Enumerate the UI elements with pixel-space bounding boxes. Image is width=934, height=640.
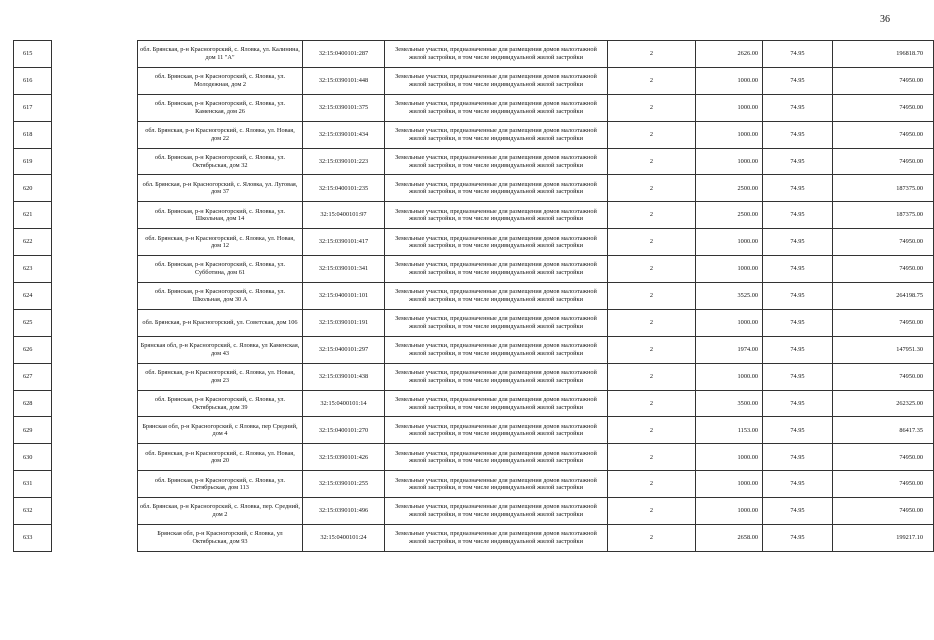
- address-cell: обл. Брянская, р-н Красногорский, с. Яловка, пер. Средний, дом 2: [138, 498, 303, 525]
- blank-cell: [52, 229, 138, 256]
- land-use-cell: Земельные участки, предназначенные для размещения домов малоэтажной жилой застройки, в том числе индивидуальной жилой застройки: [385, 417, 608, 444]
- blank-cell: [52, 309, 138, 336]
- cadastral-value-cell: 74950.00: [833, 94, 934, 121]
- cadastral-number-cell: 32:15:0390101:375: [303, 94, 385, 121]
- category-cell: 2: [608, 121, 696, 148]
- address-cell: обл. Брянская, р-н Красногорский, с. Яловка, ул. Октябрьская, дом 32: [138, 148, 303, 175]
- area-cell: 1000.00: [696, 444, 763, 471]
- blank-cell: [52, 41, 138, 68]
- address-cell: обл. Брянская, р-н Красногорский, ул. Советская, дом 106: [138, 309, 303, 336]
- address-cell: обл. Брянская, р-н Красногорский, с. Яловка, ул. Октябрьская, дом 113: [138, 471, 303, 498]
- address-cell: обл. Брянская, р-н Красногорский, с. Яловка, ул. Луговая, дом 37: [138, 175, 303, 202]
- area-cell: 2500.00: [696, 202, 763, 229]
- cadastral-value-cell: 86417.35: [833, 417, 934, 444]
- blank-cell: [52, 336, 138, 363]
- blank-cell: [52, 94, 138, 121]
- cadastral-number-cell: 32:15:0390101:438: [303, 363, 385, 390]
- land-use-cell: Земельные участки, предназначенные для размещения домов малоэтажной жилой застройки, в том числе индивидуальной жилой застройки: [385, 390, 608, 417]
- land-use-cell: Земельные участки, предназначенные для размещения домов малоэтажной жилой застройки, в том числе индивидуальной жилой застройки: [385, 363, 608, 390]
- category-cell: 2: [608, 283, 696, 310]
- cadastral-value-cell: 74950.00: [833, 148, 934, 175]
- category-cell: 2: [608, 229, 696, 256]
- cadastral-number-cell: 32:15:0390101:255: [303, 471, 385, 498]
- land-use-cell: Земельные участки, предназначенные для размещения домов малоэтажной жилой застройки, в том числе индивидуальной жилой застройки: [385, 175, 608, 202]
- address-cell: Брянская обл, р-н Красногорский, с Яловка, ул Октябрьская, дом 93: [138, 525, 303, 552]
- row-number-cell: 623: [14, 256, 52, 283]
- cadastral-number-cell: 32:15:0390101:341: [303, 256, 385, 283]
- cadastral-value-cell: 74950.00: [833, 471, 934, 498]
- category-cell: 2: [608, 417, 696, 444]
- cadastral-number-cell: 32:15:0390101:191: [303, 309, 385, 336]
- row-number-cell: 630: [14, 444, 52, 471]
- blank-cell: [52, 525, 138, 552]
- cadastral-number-cell: 32:15:0400101:287: [303, 41, 385, 68]
- address-cell: обл. Брянская, р-н Красногорский, с. Яловка, ул. Новая, дом 22: [138, 121, 303, 148]
- rate-cell: 74.95: [763, 525, 833, 552]
- row-number-cell: 627: [14, 363, 52, 390]
- area-cell: 1000.00: [696, 498, 763, 525]
- area-cell: 2626.00: [696, 41, 763, 68]
- category-cell: 2: [608, 444, 696, 471]
- blank-cell: [52, 417, 138, 444]
- address-cell: обл. Брянская, р-н Красногорский, с. Яловка, ул. Калинина, дом 11 "А": [138, 41, 303, 68]
- table-row: [14, 498, 934, 525]
- address-cell: обл. Брянская, р-н Красногорский, с. Яловка, ул. Новая, дом 23: [138, 363, 303, 390]
- row-number-cell: 631: [14, 471, 52, 498]
- rate-cell: 74.95: [763, 229, 833, 256]
- rate-cell: 74.95: [763, 444, 833, 471]
- category-cell: 2: [608, 202, 696, 229]
- land-use-cell: Земельные участки, предназначенные для размещения домов малоэтажной жилой застройки, в том числе индивидуальной жилой застройки: [385, 121, 608, 148]
- rate-cell: 74.95: [763, 121, 833, 148]
- blank-cell: [52, 283, 138, 310]
- category-cell: 2: [608, 525, 696, 552]
- cadastral-number-cell: 32:15:0390101:448: [303, 67, 385, 94]
- cadastral-number-cell: 32:15:0390101:496: [303, 498, 385, 525]
- table-row: [14, 202, 934, 229]
- rate-cell: 74.95: [763, 41, 833, 68]
- row-number-cell: 615: [14, 41, 52, 68]
- table-row: [14, 309, 934, 336]
- cadastral-value-cell: 147951.30: [833, 336, 934, 363]
- blank-cell: [52, 471, 138, 498]
- cadastral-value-cell: 264198.75: [833, 283, 934, 310]
- cadastral-number-cell: 32:15:0400101:235: [303, 175, 385, 202]
- blank-cell: [52, 444, 138, 471]
- table-row: [14, 94, 934, 121]
- page-number: 36: [880, 14, 890, 25]
- row-number-cell: 629: [14, 417, 52, 444]
- area-cell: 1000.00: [696, 67, 763, 94]
- address-cell: Брянская обл, р-н Красногорский, с Яловка, пер Средний, дом 4: [138, 417, 303, 444]
- cadastral-value-cell: 74950.00: [833, 256, 934, 283]
- cadastral-value-cell: 262325.00: [833, 390, 934, 417]
- table-row: [14, 363, 934, 390]
- address-cell: обл. Брянская, р-н Красногорский, с. Яловка, ул. Октябрьская, дом 39: [138, 390, 303, 417]
- category-cell: 2: [608, 256, 696, 283]
- land-use-cell: Земельные участки, предназначенные для размещения домов малоэтажной жилой застройки, в том числе индивидуальной жилой застройки: [385, 471, 608, 498]
- category-cell: 2: [608, 363, 696, 390]
- area-cell: 1000.00: [696, 309, 763, 336]
- rate-cell: 74.95: [763, 283, 833, 310]
- rate-cell: 74.95: [763, 67, 833, 94]
- rate-cell: 74.95: [763, 175, 833, 202]
- blank-cell: [52, 148, 138, 175]
- land-use-cell: Земельные участки, предназначенные для размещения домов малоэтажной жилой застройки, в том числе индивидуальной жилой застройки: [385, 498, 608, 525]
- cadastral-number-cell: 32:15:0400101:270: [303, 417, 385, 444]
- table-row: [14, 390, 934, 417]
- category-cell: 2: [608, 67, 696, 94]
- rate-cell: 74.95: [763, 309, 833, 336]
- category-cell: 2: [608, 336, 696, 363]
- blank-cell: [52, 67, 138, 94]
- cadastral-number-cell: 32:15:0400101:97: [303, 202, 385, 229]
- category-cell: 2: [608, 390, 696, 417]
- area-cell: 3500.00: [696, 390, 763, 417]
- row-number-cell: 622: [14, 229, 52, 256]
- area-cell: 1000.00: [696, 94, 763, 121]
- table-row: [14, 417, 934, 444]
- address-cell: обл. Брянская, р-н Красногорский, с. Яловка, ул. Школьная, дом 14: [138, 202, 303, 229]
- table-row: [14, 256, 934, 283]
- rate-cell: 74.95: [763, 471, 833, 498]
- land-use-cell: Земельные участки, предназначенные для размещения домов малоэтажной жилой застройки, в том числе индивидуальной жилой застройки: [385, 283, 608, 310]
- rate-cell: 74.95: [763, 94, 833, 121]
- table-row: [14, 229, 934, 256]
- row-number-cell: 625: [14, 309, 52, 336]
- cadastral-value-cell: 199217.10: [833, 525, 934, 552]
- land-use-cell: Земельные участки, предназначенные для размещения домов малоэтажной жилой застройки, в том числе индивидуальной жилой застройки: [385, 41, 608, 68]
- rate-cell: 74.95: [763, 363, 833, 390]
- land-use-cell: Земельные участки, предназначенные для размещения домов малоэтажной жилой застройки, в том числе индивидуальной жилой застройки: [385, 309, 608, 336]
- address-cell: обл. Брянская, р-н Красногорский, с. Яловка, ул. Каменская, дом 26: [138, 94, 303, 121]
- row-number-cell: 624: [14, 283, 52, 310]
- area-cell: 2658.00: [696, 525, 763, 552]
- cadastral-value-cell: 74950.00: [833, 498, 934, 525]
- land-use-cell: Земельные участки, предназначенные для размещения домов малоэтажной жилой застройки, в том числе индивидуальной жилой застройки: [385, 229, 608, 256]
- rate-cell: 74.95: [763, 390, 833, 417]
- cadastral-value-cell: 74950.00: [833, 363, 934, 390]
- category-cell: 2: [608, 471, 696, 498]
- blank-cell: [52, 390, 138, 417]
- cadastral-number-cell: 32:15:0400101:24: [303, 525, 385, 552]
- table-row: [14, 336, 934, 363]
- blank-cell: [52, 202, 138, 229]
- area-cell: 2500.00: [696, 175, 763, 202]
- table-row: [14, 283, 934, 310]
- area-cell: 1153.00: [696, 417, 763, 444]
- row-number-cell: 628: [14, 390, 52, 417]
- area-cell: 1000.00: [696, 121, 763, 148]
- row-number-cell: 633: [14, 525, 52, 552]
- address-cell: обл. Брянская, р-н Красногорский, с. Яловка, ул. Молодежная, дом 2: [138, 67, 303, 94]
- table-row: [14, 175, 934, 202]
- table-row: [14, 67, 934, 94]
- row-number-cell: 619: [14, 148, 52, 175]
- cadastral-value-cell: 74950.00: [833, 444, 934, 471]
- category-cell: 2: [608, 175, 696, 202]
- land-use-cell: Земельные участки, предназначенные для размещения домов малоэтажной жилой застройки, в том числе индивидуальной жилой застройки: [385, 94, 608, 121]
- table-row: [14, 444, 934, 471]
- row-number-cell: 620: [14, 175, 52, 202]
- cadastral-value-cell: 74950.00: [833, 229, 934, 256]
- blank-cell: [52, 121, 138, 148]
- category-cell: 2: [608, 41, 696, 68]
- table-row: [14, 148, 934, 175]
- cadastral-value-cell: 196818.70: [833, 41, 934, 68]
- rate-cell: 74.95: [763, 202, 833, 229]
- land-use-cell: Земельные участки, предназначенные для размещения домов малоэтажной жилой застройки, в том числе индивидуальной жилой застройки: [385, 148, 608, 175]
- cadastral-number-cell: 32:15:0400101:101: [303, 283, 385, 310]
- row-number-cell: 616: [14, 67, 52, 94]
- blank-cell: [52, 498, 138, 525]
- rate-cell: 74.95: [763, 256, 833, 283]
- row-number-cell: 618: [14, 121, 52, 148]
- table-row: [14, 121, 934, 148]
- land-registry-table: [13, 40, 934, 552]
- blank-cell: [52, 256, 138, 283]
- category-cell: 2: [608, 148, 696, 175]
- area-cell: 1000.00: [696, 363, 763, 390]
- category-cell: 2: [608, 94, 696, 121]
- cadastral-number-cell: 32:15:0400101:14: [303, 390, 385, 417]
- area-cell: 1000.00: [696, 148, 763, 175]
- address-cell: обл. Брянская, р-н Красногорский, с. Яловка, ул. Новая, дом 20: [138, 444, 303, 471]
- table-row: [14, 471, 934, 498]
- cadastral-number-cell: 32:15:0390101:426: [303, 444, 385, 471]
- cadastral-number-cell: 32:15:0390101:223: [303, 148, 385, 175]
- cadastral-number-cell: 32:15:0390101:434: [303, 121, 385, 148]
- cadastral-value-cell: 187375.00: [833, 202, 934, 229]
- land-use-cell: Земельные участки, предназначенные для размещения домов малоэтажной жилой застройки, в том числе индивидуальной жилой застройки: [385, 444, 608, 471]
- blank-cell: [52, 175, 138, 202]
- table-row: [14, 41, 934, 68]
- area-cell: 3525.00: [696, 283, 763, 310]
- area-cell: 1000.00: [696, 229, 763, 256]
- cadastral-number-cell: 32:15:0390101:417: [303, 229, 385, 256]
- address-cell: обл. Брянская, р-н Красногорский, с. Яловка, ул. Школьная, дом 30 А: [138, 283, 303, 310]
- area-cell: 1000.00: [696, 256, 763, 283]
- blank-cell: [52, 363, 138, 390]
- cadastral-value-cell: 74950.00: [833, 121, 934, 148]
- cadastral-value-cell: 74950.00: [833, 67, 934, 94]
- area-cell: 1974.00: [696, 336, 763, 363]
- area-cell: 1000.00: [696, 471, 763, 498]
- land-use-cell: Земельные участки, предназначенные для размещения домов малоэтажной жилой застройки, в том числе индивидуальной жилой застройки: [385, 202, 608, 229]
- category-cell: 2: [608, 309, 696, 336]
- address-cell: Брянская обл, р-н Красногорский, с. Яловка, ул Каменская, дом 43: [138, 336, 303, 363]
- address-cell: обл. Брянская, р-н Красногорский, с. Яловка, ул. Субботина, дом 61: [138, 256, 303, 283]
- cadastral-value-cell: 74950.00: [833, 309, 934, 336]
- row-number-cell: 617: [14, 94, 52, 121]
- table-body: [14, 41, 934, 552]
- table-row: [14, 525, 934, 552]
- land-use-cell: Земельные участки, предназначенные для размещения домов малоэтажной жилой застройки, в том числе индивидуальной жилой застройки: [385, 336, 608, 363]
- row-number-cell: 632: [14, 498, 52, 525]
- category-cell: 2: [608, 498, 696, 525]
- land-use-cell: Земельные участки, предназначенные для размещения домов малоэтажной жилой застройки, в том числе индивидуальной жилой застройки: [385, 525, 608, 552]
- row-number-cell: 626: [14, 336, 52, 363]
- rate-cell: 74.95: [763, 336, 833, 363]
- land-use-cell: Земельные участки, предназначенные для размещения домов малоэтажной жилой застройки, в том числе индивидуальной жилой застройки: [385, 256, 608, 283]
- rate-cell: 74.95: [763, 417, 833, 444]
- cadastral-value-cell: 187375.00: [833, 175, 934, 202]
- row-number-cell: 621: [14, 202, 52, 229]
- rate-cell: 74.95: [763, 148, 833, 175]
- land-use-cell: Земельные участки, предназначенные для размещения домов малоэтажной жилой застройки, в том числе индивидуальной жилой застройки: [385, 67, 608, 94]
- cadastral-number-cell: 32:15:0400101:297: [303, 336, 385, 363]
- rate-cell: 74.95: [763, 498, 833, 525]
- address-cell: обл. Брянская, р-н Красногорский, с. Яловка, ул. Новая, дом 12: [138, 229, 303, 256]
